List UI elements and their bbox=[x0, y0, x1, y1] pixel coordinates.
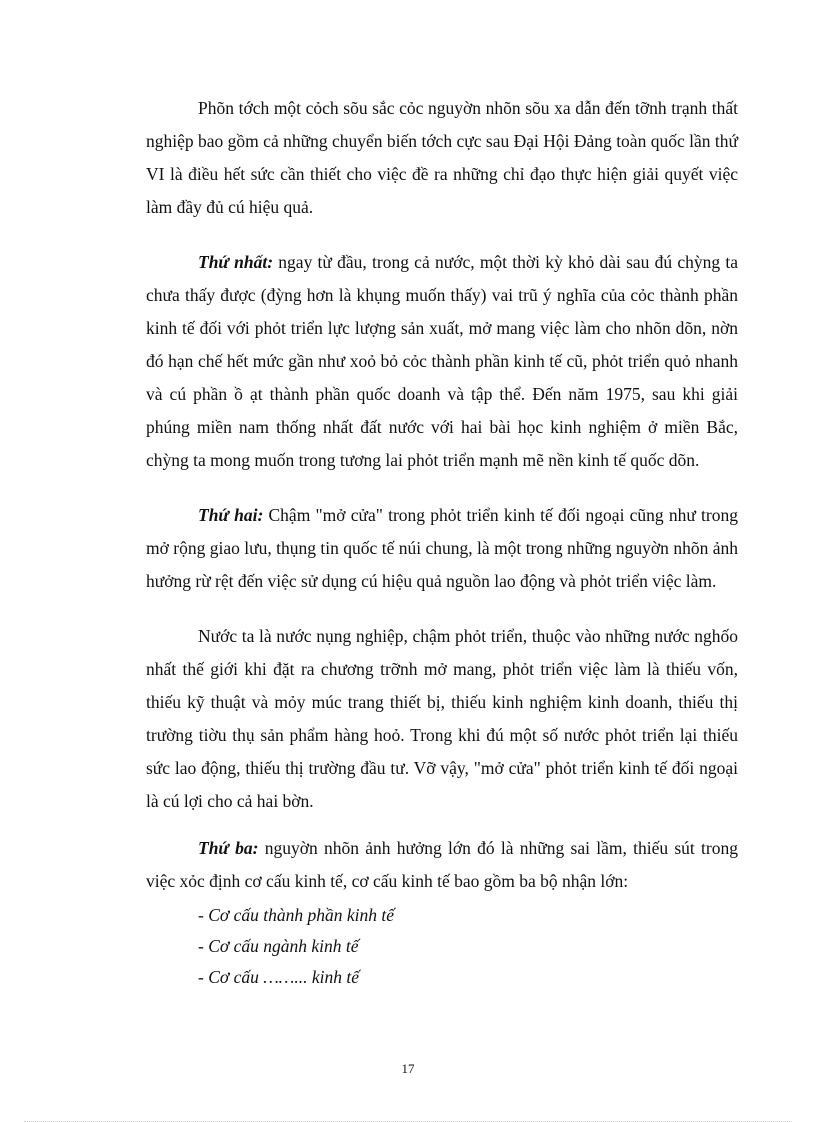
page-number: 17 bbox=[401, 1061, 415, 1076]
economic-structure-list bbox=[146, 900, 738, 993]
third-reason-lead: Thứ ba: bbox=[198, 838, 259, 858]
second-reason-lead: Thứ hai: bbox=[198, 505, 264, 525]
third-reason-text: nguyờn nhõn ảnh hưởng lớn đó là những sai lầm, thiếu sút trong việc xỏc định cơ cấu kinh tế, cơ cấu kinh tế bao gồm ba bộ nhận lớn: bbox=[146, 838, 738, 891]
list-item: - Cơ cấu ……... kinh tế bbox=[198, 967, 359, 987]
intro-paragraph: Phõn tớch một cỏch sõu sắc cỏc nguyờn nhõn sõu xa dẫn đến tỡnh trạnh thất nghiệp bao gồm cả những chuyển biến tớch cực sau Đại Hội Đảng toàn quốc lần thứ VI là điều hết sức cần thiết cho việc đề ra những chỉ đạo thực hiện giải quyết việc làm đầy đủ cú hiệu quả. bbox=[146, 98, 738, 217]
agriculture-paragraph: Nước ta là nước nụng nghiệp, chậm phỏt triển, thuộc vào những nước nghốo nhất thế giới khi đặt ra chương trỡnh mở mang, phỏt triển việc làm là thiếu vốn, thiếu kỹ thuật và mỏy múc trang thiết bị, thiếu kinh nghiệm kinh doanh, thiếu thị trường tiờu thụ sản phẩm hàng hoỏ. Trong khi đú một số nước phỏt triển lại thiếu sức lao động, thiếu thị trường đầu tư. Vỡ vậy, "mở cửa" phỏt triển kinh tế đối ngoại là cú lợi cho cả hai bờn. bbox=[146, 626, 738, 811]
first-reason-text: ngay từ đầu, trong cả nước, một thời kỳ khỏ dài sau đú chỳng ta chưa thấy được (đỳng hơn là khụng muốn thấy) vai trũ ý nghĩa của cỏc thành phần kinh tế đối với phỏt triển lực lượng sản xuất, mở mang việc làm cho nhõn dõn, nờn đó hạn chế hết mức gần như xoỏ bỏ cỏc thành phần kinh tế cũ, phỏt triển quỏ nhanh và cú phần ồ ạt thành phần quốc doanh và tập thể. Đến năm 1975, sau khi giải phúng miền nam thống nhất đất nước với hai bài học kinh nghiệm ở miền Bắc, chỳng ta mong muốn trong tương lai phỏt triển mạnh mẽ nền kinh tế quốc dõn. bbox=[146, 252, 739, 470]
first-reason-paragraph bbox=[146, 246, 738, 477]
second-reason-paragraph bbox=[146, 499, 738, 598]
first-reason-lead: Thứ nhất: bbox=[198, 252, 274, 272]
third-reason-paragraph bbox=[146, 832, 738, 898]
second-reason-text: Chậm "mở cửa" trong phỏt triển kinh tế đối ngoại cũng như trong mở rộng giao lưu, thụng tin quốc tế núi chung, là một trong những nguyờn nhõn ảnh hưởng rừ rệt đến việc sử dụng cú hiệu quả nguồn lao động và phỏt triển việc làm. bbox=[146, 505, 738, 591]
list-item: - Cơ cấu thành phần kinh tế bbox=[198, 905, 394, 925]
footer-divider bbox=[24, 1121, 792, 1122]
page-body bbox=[146, 92, 738, 993]
list-item: - Cơ cấu ngành kinh tế bbox=[198, 936, 359, 956]
